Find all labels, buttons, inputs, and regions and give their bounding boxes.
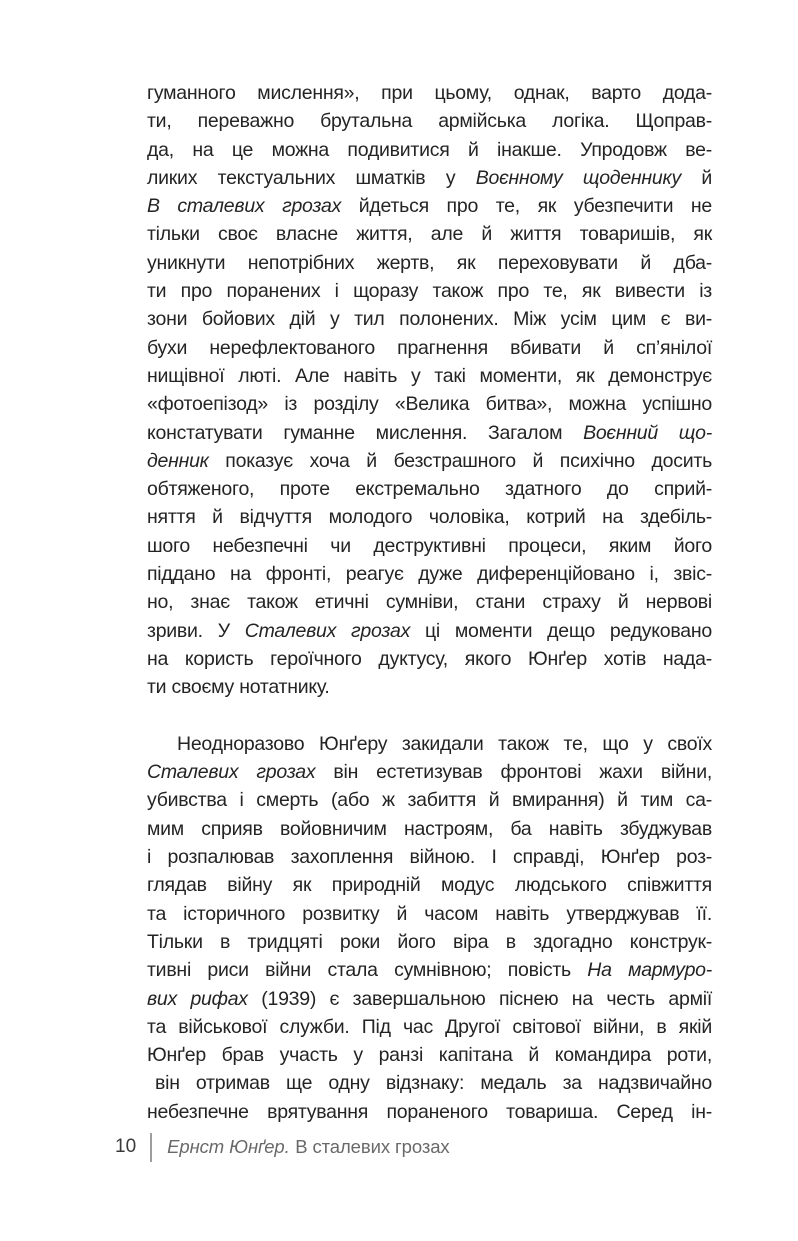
text-line: [147, 277, 712, 305]
text-run: тільки своє власне життя, але й життя товаришів, як: [147, 223, 712, 246]
italic-run: денник: [147, 449, 209, 472]
text-line: [147, 192, 712, 220]
text-run: та військової служби. Під час Другої світової війни, в якій: [147, 1015, 712, 1038]
text-run: «фотоепізод» із розділу «Велика битва», можна успішно: [147, 393, 712, 416]
text-line: [147, 730, 712, 758]
text-run: Неодноразово Юнґеру закидали також те, що у своїх: [177, 732, 712, 755]
text-run: но, знає також етичні сумніви, стани страху й нервові: [147, 591, 712, 614]
text-line: [147, 136, 712, 164]
text-run: ликих текстуальних шматків у: [147, 166, 476, 189]
text-run: гуманного мислення», при цьому, однак, варто дода-: [147, 82, 712, 104]
text-line: [147, 673, 712, 701]
page-number: 10: [115, 1136, 137, 1157]
text-line: [147, 871, 712, 899]
text-line: [147, 362, 712, 390]
text-line: [147, 1069, 712, 1097]
text-run: мим сприяв войовничим настроям, ба навіть збуджував: [147, 817, 712, 840]
text-run: убивства і смерть (або ж забиття й вмирання) й тим са-: [147, 789, 712, 812]
text-run: ти про поранених і щоразу також про те, як вивести із: [147, 280, 712, 303]
text-line: [147, 956, 712, 984]
text-line: [147, 928, 712, 956]
text-run: няття й відчуття молодого чоловіка, котрий на здебіль-: [147, 506, 712, 529]
text-line: [147, 758, 712, 786]
page-footer: [115, 1131, 450, 1163]
text-run: і розпалював захоплення війною. І справді, Юнґер роз-: [147, 846, 712, 869]
text-line: [147, 220, 712, 248]
text-run: зони бойових дій у тил полонених. Між усім цим є ви-: [147, 308, 712, 331]
italic-run: Воєнному щоденнику: [475, 166, 681, 189]
text-run: ці моменти дещо редуковано: [410, 619, 713, 642]
paragraph-2: [147, 730, 712, 1126]
text-line: [147, 532, 712, 560]
text-run: Юнґер брав участь у ранзі капітана й командира роти,: [147, 1044, 712, 1067]
text-line: [147, 1013, 712, 1041]
text-run: уникнути непотрібних жертв, як переховувати й дба-: [147, 251, 712, 274]
italic-run: Сталевих грозах: [244, 619, 411, 642]
text-run: він естетизував фронтові жахи війни,: [315, 761, 712, 784]
italic-run: Воєнний що-: [583, 421, 712, 444]
paragraph-1: [147, 79, 712, 702]
text-line: [147, 645, 712, 673]
text-line: [147, 900, 712, 928]
text-line: [147, 843, 712, 871]
text-run: да, на це можна подивитися й інакше. Упродовж ве-: [147, 138, 712, 161]
text-line: [147, 588, 712, 616]
text-run: зриви. У: [147, 619, 245, 642]
text-run: він отримав ще одну відзнаку: медаль за надзвичайно: [155, 1072, 712, 1095]
running-title: [167, 1136, 449, 1158]
text-line: [147, 249, 712, 277]
text-line: [147, 475, 712, 503]
italic-run: На мармуро-: [587, 959, 712, 982]
text-line: [147, 419, 712, 447]
text-line: [147, 786, 712, 814]
text-line: [147, 503, 712, 531]
text-line: [147, 1098, 712, 1126]
text-line: [147, 617, 712, 645]
text-run: Тільки в тридцяті роки його віра в здогадно конструк-: [147, 930, 712, 953]
text-line: [147, 79, 712, 107]
text-run: показує хоча й безстрашного й психічно досить: [208, 449, 712, 472]
text-run: (1939) є завершальною піснею на честь армії: [247, 987, 712, 1010]
text-run: обтяженого, проте екстремально здатного до сприй-: [147, 478, 712, 501]
text-line: [147, 334, 712, 362]
text-run: йдеться про те, як убезпечити не: [341, 195, 712, 218]
text-run: глядав війну як природній модус людського співжиття: [147, 874, 712, 897]
text-run: й: [680, 166, 713, 189]
text-line: [147, 390, 712, 418]
text-run: тивні риси війни стала сумнівною; повість: [147, 959, 588, 982]
text-run: та історичного розвитку й часом навіть утверджував її.: [147, 902, 712, 925]
italic-run: Сталевих грозах: [147, 761, 316, 784]
page-text-block: [147, 79, 712, 1126]
italic-run: вих рифах: [147, 987, 248, 1010]
text-run: шого небезпечні чи деструктивні процеси, яким його: [147, 534, 712, 557]
text-run: нищівної люті. Але навіть у такі моменти, як демонструє: [147, 364, 712, 387]
text-run: небезпечне врятування пораненого товариша. Серед ін-: [147, 1100, 712, 1123]
text-run: констатувати гуманне мислення. Загалом: [147, 421, 584, 444]
text-line: [147, 447, 712, 475]
text-line: [147, 1041, 712, 1069]
footer-divider: [150, 1133, 152, 1162]
running-title-book: В сталевих грозах: [295, 1136, 450, 1157]
text-run: бухи нерефлектованого прагнення вбивати й сп’янілої: [147, 336, 712, 359]
text-run: ти, переважно брутальна армійська логіка. Щоправ-: [147, 110, 712, 133]
running-title-author: Ернст Юнґер.: [167, 1136, 290, 1157]
text-run: на користь героїчного дуктусу, якого Юнґер хотів нада-: [147, 647, 712, 670]
text-run: піддано на фронті, реагує дуже диференційовано і, звіс-: [147, 563, 712, 586]
text-line: [147, 164, 712, 192]
text-line: [147, 985, 712, 1013]
text-line: [147, 305, 712, 333]
text-line: [147, 560, 712, 588]
italic-run: В сталевих грозах: [147, 195, 342, 218]
text-line: [147, 107, 712, 135]
text-run: ти своєму нотатнику.: [147, 676, 330, 699]
text-line: [147, 815, 712, 843]
